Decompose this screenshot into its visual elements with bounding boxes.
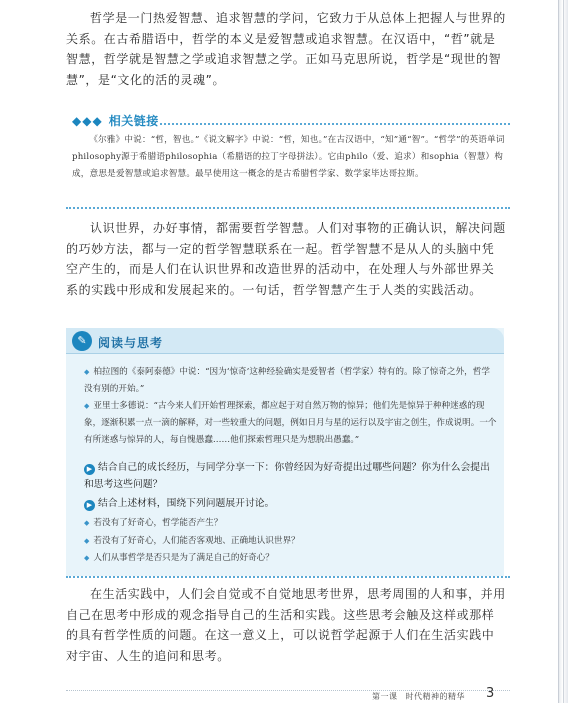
- sub-question: [84, 533, 484, 550]
- running-footer: [372, 691, 465, 702]
- circle-arrow-icon: ▶: [84, 500, 95, 511]
- dotted-divider: [160, 123, 510, 125]
- diamond-marker-icon: ◆◆◆: [72, 114, 103, 128]
- sub-question: [84, 515, 484, 532]
- diamond-bullet-icon: ◆: [84, 519, 90, 527]
- discussion-question: [84, 459, 498, 493]
- reading-item: [84, 398, 498, 449]
- diamond-bullet-icon: ◆: [84, 402, 90, 410]
- diamond-bullet-icon: ◆: [84, 368, 90, 376]
- related-links-body: 《尔雅》中说：“哲，智也。”《说文解字》中说：“哲，知也。”在古汉语中，“知”通“智”。“哲学”的英语单词philosophy源于希腊语philosophia（希腊语的拉丁字母拼法）。它由philo（爱、追求）和sophia（智慧）构成，意思是爱智慧或追求智慧。最早使用这一概念的是古希腊哲学家、数学家毕达哥拉斯。: [72, 135, 505, 179]
- related-links-title: 相关链接: [108, 114, 159, 128]
- sub-question: [84, 550, 484, 567]
- dotted-divider: [66, 576, 510, 578]
- related-links-heading: [72, 112, 159, 129]
- paragraph-origin-of-philosophy: 在生活实践中，人们会自觉或不自觉地思考世界，思考周围的人和事，并用自己在思考中形成的观念指导自己的生活和实践。这些思考会触及这样或那样的具有哲学性质的问题。在这一意义上，可以说哲学起源于人们在生活实践中对宇宙、人生的追问和思考。: [66, 587, 506, 663]
- sub-question-text: 若没有了好奇心，人们能否客观地、正确地认识世界？: [93, 536, 300, 546]
- reading-thinking-title: 阅读与思考: [98, 336, 164, 350]
- footer-lesson-title: 时代精神的精华: [405, 692, 465, 701]
- circle-arrow-icon: ▶: [84, 464, 95, 475]
- paragraph-philosophy-definition: 哲学是一门热爱智慧、追求智慧的学问，它致力于从总体上把握人与世界的关系。在古希腊语中，哲学的本义是爱智慧或追求智慧。在汉语中，“哲”就是智慧，哲学就是智慧之学或追求智慧之学。正如马克思所说，哲学是“现世的智慧”，是“文化的活的灵魂”。: [66, 11, 506, 87]
- reading-item-text: 亚里士多德说：“古今来人们开始哲理探索，都应起于对自然万物的惊异；他们先是惊异于种种迷惑的现象，逐渐积累一点一滴的解释，对一些较重大的问题，例如日月与星的运行以及宇宙之创生，作成说明。一个有所迷惑与惊异的人，每自愧愚蠢……他们探索哲理只是为想脱出愚蠢。”: [84, 401, 497, 445]
- page-edge: [559, 0, 568, 703]
- discussion-question: [84, 495, 498, 512]
- dotted-divider: [66, 207, 510, 209]
- paragraph-philosophical-wisdom: 认识世界，办好事情，都需要哲学智慧。人们对事物的正确认识，解决问题的巧妙方法，都与一定的哲学智慧联系在一起。哲学智慧不是从人的头脑中凭空产生的，而是人们在认识世界和改造世界的活动中，在处理人与外部世界关系的实践中形成和发展起来的。一句话，哲学智慧产生于人类的实践活动。: [66, 221, 506, 297]
- book-icon: ✎: [72, 331, 92, 351]
- page-number: 3: [486, 686, 495, 701]
- sub-question-text: 人们从事哲学是否只是为了满足自己的好奇心？: [93, 553, 274, 563]
- discussion-question-text: 结合上述材料，围绕下列问题展开讨论。: [98, 498, 275, 509]
- footer-lesson: 第一课: [372, 692, 398, 701]
- sub-question-text: 若没有了好奇心，哲学能否产生？: [93, 518, 223, 528]
- reading-item-text: 柏拉图的《泰阿泰德》中说：“因为‘惊奇’这种经验确实是爱智者（哲学家）特有的。除了惊奇之外，哲学没有别的开始。”: [84, 367, 490, 394]
- diamond-bullet-icon: ◆: [84, 554, 90, 562]
- discussion-question-text: 结合自己的成长经历，与同学分享一下：你曾经因为好奇提出过哪些问题？你为什么会提出和思考这些问题？: [84, 462, 490, 490]
- reading-item: [84, 364, 498, 398]
- diamond-bullet-icon: ◆: [84, 537, 90, 545]
